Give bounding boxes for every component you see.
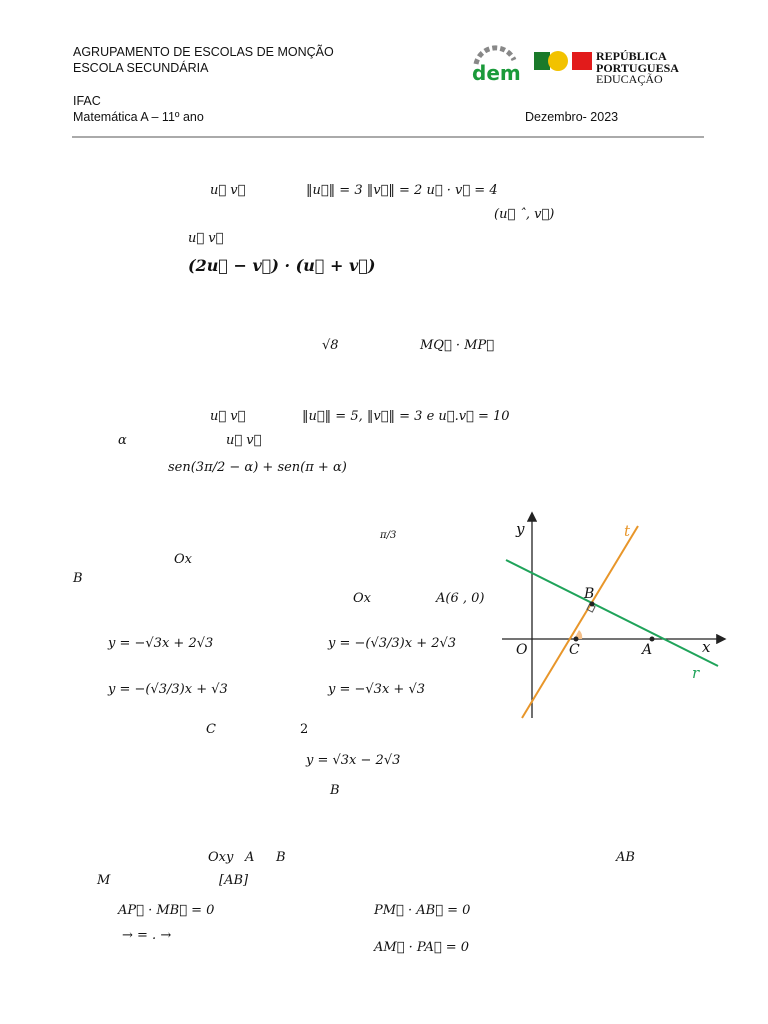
q1-angle: (u⃗ ˆ, v⃗) xyxy=(494,207,555,222)
fig-c-label: C xyxy=(569,642,580,658)
flag-sphere-icon xyxy=(548,51,568,71)
q2-sqrt: √8 xyxy=(322,338,339,353)
header-divider xyxy=(72,136,704,138)
q3-expression: sen(3π/2 − α) + sen(π + α) xyxy=(168,460,347,475)
q5-b: B xyxy=(276,850,286,865)
q1-expression: (2u⃗ − v⃗) · (u⃗ + v⃗) xyxy=(188,256,376,275)
q4-b: B xyxy=(73,571,83,586)
point-a xyxy=(650,637,655,642)
school-group: AGRUPAMENTO DE ESCOLAS DE MONÇÃO xyxy=(73,45,334,59)
fig-x-label: x xyxy=(702,638,711,656)
q1-vectors2: u⃗ v⃗ xyxy=(188,231,224,246)
course-label: Matemática A – 11º ano xyxy=(73,110,204,124)
q5-m: M xyxy=(97,873,111,888)
fig-t-label: t xyxy=(624,522,631,540)
point-b xyxy=(590,602,595,607)
q4-option-b[interactable]: y = −(√3/3)x + 2√3 xyxy=(328,636,457,651)
flag-red-icon xyxy=(572,52,592,70)
fig-r-label: r xyxy=(692,664,700,682)
dem-logo-icon xyxy=(468,44,524,92)
q5-ab: AB xyxy=(616,850,635,865)
fig-y-label: y xyxy=(516,520,525,538)
republic-line1: REPÚBLICA xyxy=(596,49,667,63)
line-r xyxy=(506,560,718,666)
q4-two: 2 xyxy=(300,722,309,737)
q5-option-a[interactable]: AP⃗ · MB⃗ = 0 xyxy=(118,903,215,918)
q5-option-b[interactable]: PM⃗ · AB⃗ = 0 xyxy=(374,903,471,918)
republic-line2: PORTUGUESA xyxy=(596,61,679,75)
q5-segment: [AB] xyxy=(219,873,249,888)
q3-alpha: α xyxy=(118,433,127,448)
school-name: ESCOLA SECUNDÁRIA xyxy=(73,61,209,75)
q4-ox2: Ox xyxy=(353,591,371,606)
q1-norms: ‖u⃗‖ = 3 ‖v⃗‖ = 2 u⃗ · v⃗ = 4 xyxy=(306,183,498,198)
fig-b-label: B xyxy=(584,586,595,602)
fig-a-label: A xyxy=(642,642,653,658)
q4-ox: Ox xyxy=(174,552,192,567)
line-t xyxy=(522,526,638,718)
q4-pi-over-3: π/3 xyxy=(380,530,397,541)
q4-b2: B xyxy=(330,783,340,798)
q2-product: MQ⃗ · MP⃗ xyxy=(420,338,495,353)
figure-lines xyxy=(496,508,732,728)
q1-vectors: u⃗ v⃗ xyxy=(210,183,246,198)
point-c xyxy=(574,637,579,642)
q4-c: C xyxy=(206,722,216,737)
q4-option-c[interactable]: y = −(√3/3)x + √3 xyxy=(108,682,228,697)
q4-line-equation: y = √3x − 2√3 xyxy=(306,753,401,768)
q3-norms: ‖u⃗‖ = 5, ‖v⃗‖ = 3 e u⃗.v⃗ = 10 xyxy=(302,409,510,424)
q5-oxy: Oxy xyxy=(208,850,234,865)
q4-point-a: A(6 , 0) xyxy=(436,591,485,606)
q5-a: A xyxy=(245,850,255,865)
logo-text: dem xyxy=(472,61,521,85)
date-label: Dezembro- 2023 xyxy=(525,110,619,124)
ifac-label: IFAC xyxy=(73,94,101,108)
q3-vectors2: u⃗ v⃗ xyxy=(226,433,262,448)
q3-vectors: u⃗ v⃗ xyxy=(210,409,246,424)
q5-option-d[interactable]: AM⃗ · PA⃗ = 0 xyxy=(374,940,470,955)
fig-o-label: O xyxy=(516,642,528,658)
republic-line3: EDUCAÇÃO xyxy=(596,72,663,86)
q5-option-c[interactable]: → = . → xyxy=(122,928,172,943)
q4-option-a[interactable]: y = −√3x + 2√3 xyxy=(108,636,214,651)
q4-option-d[interactable]: y = −√3x + √3 xyxy=(328,682,425,697)
